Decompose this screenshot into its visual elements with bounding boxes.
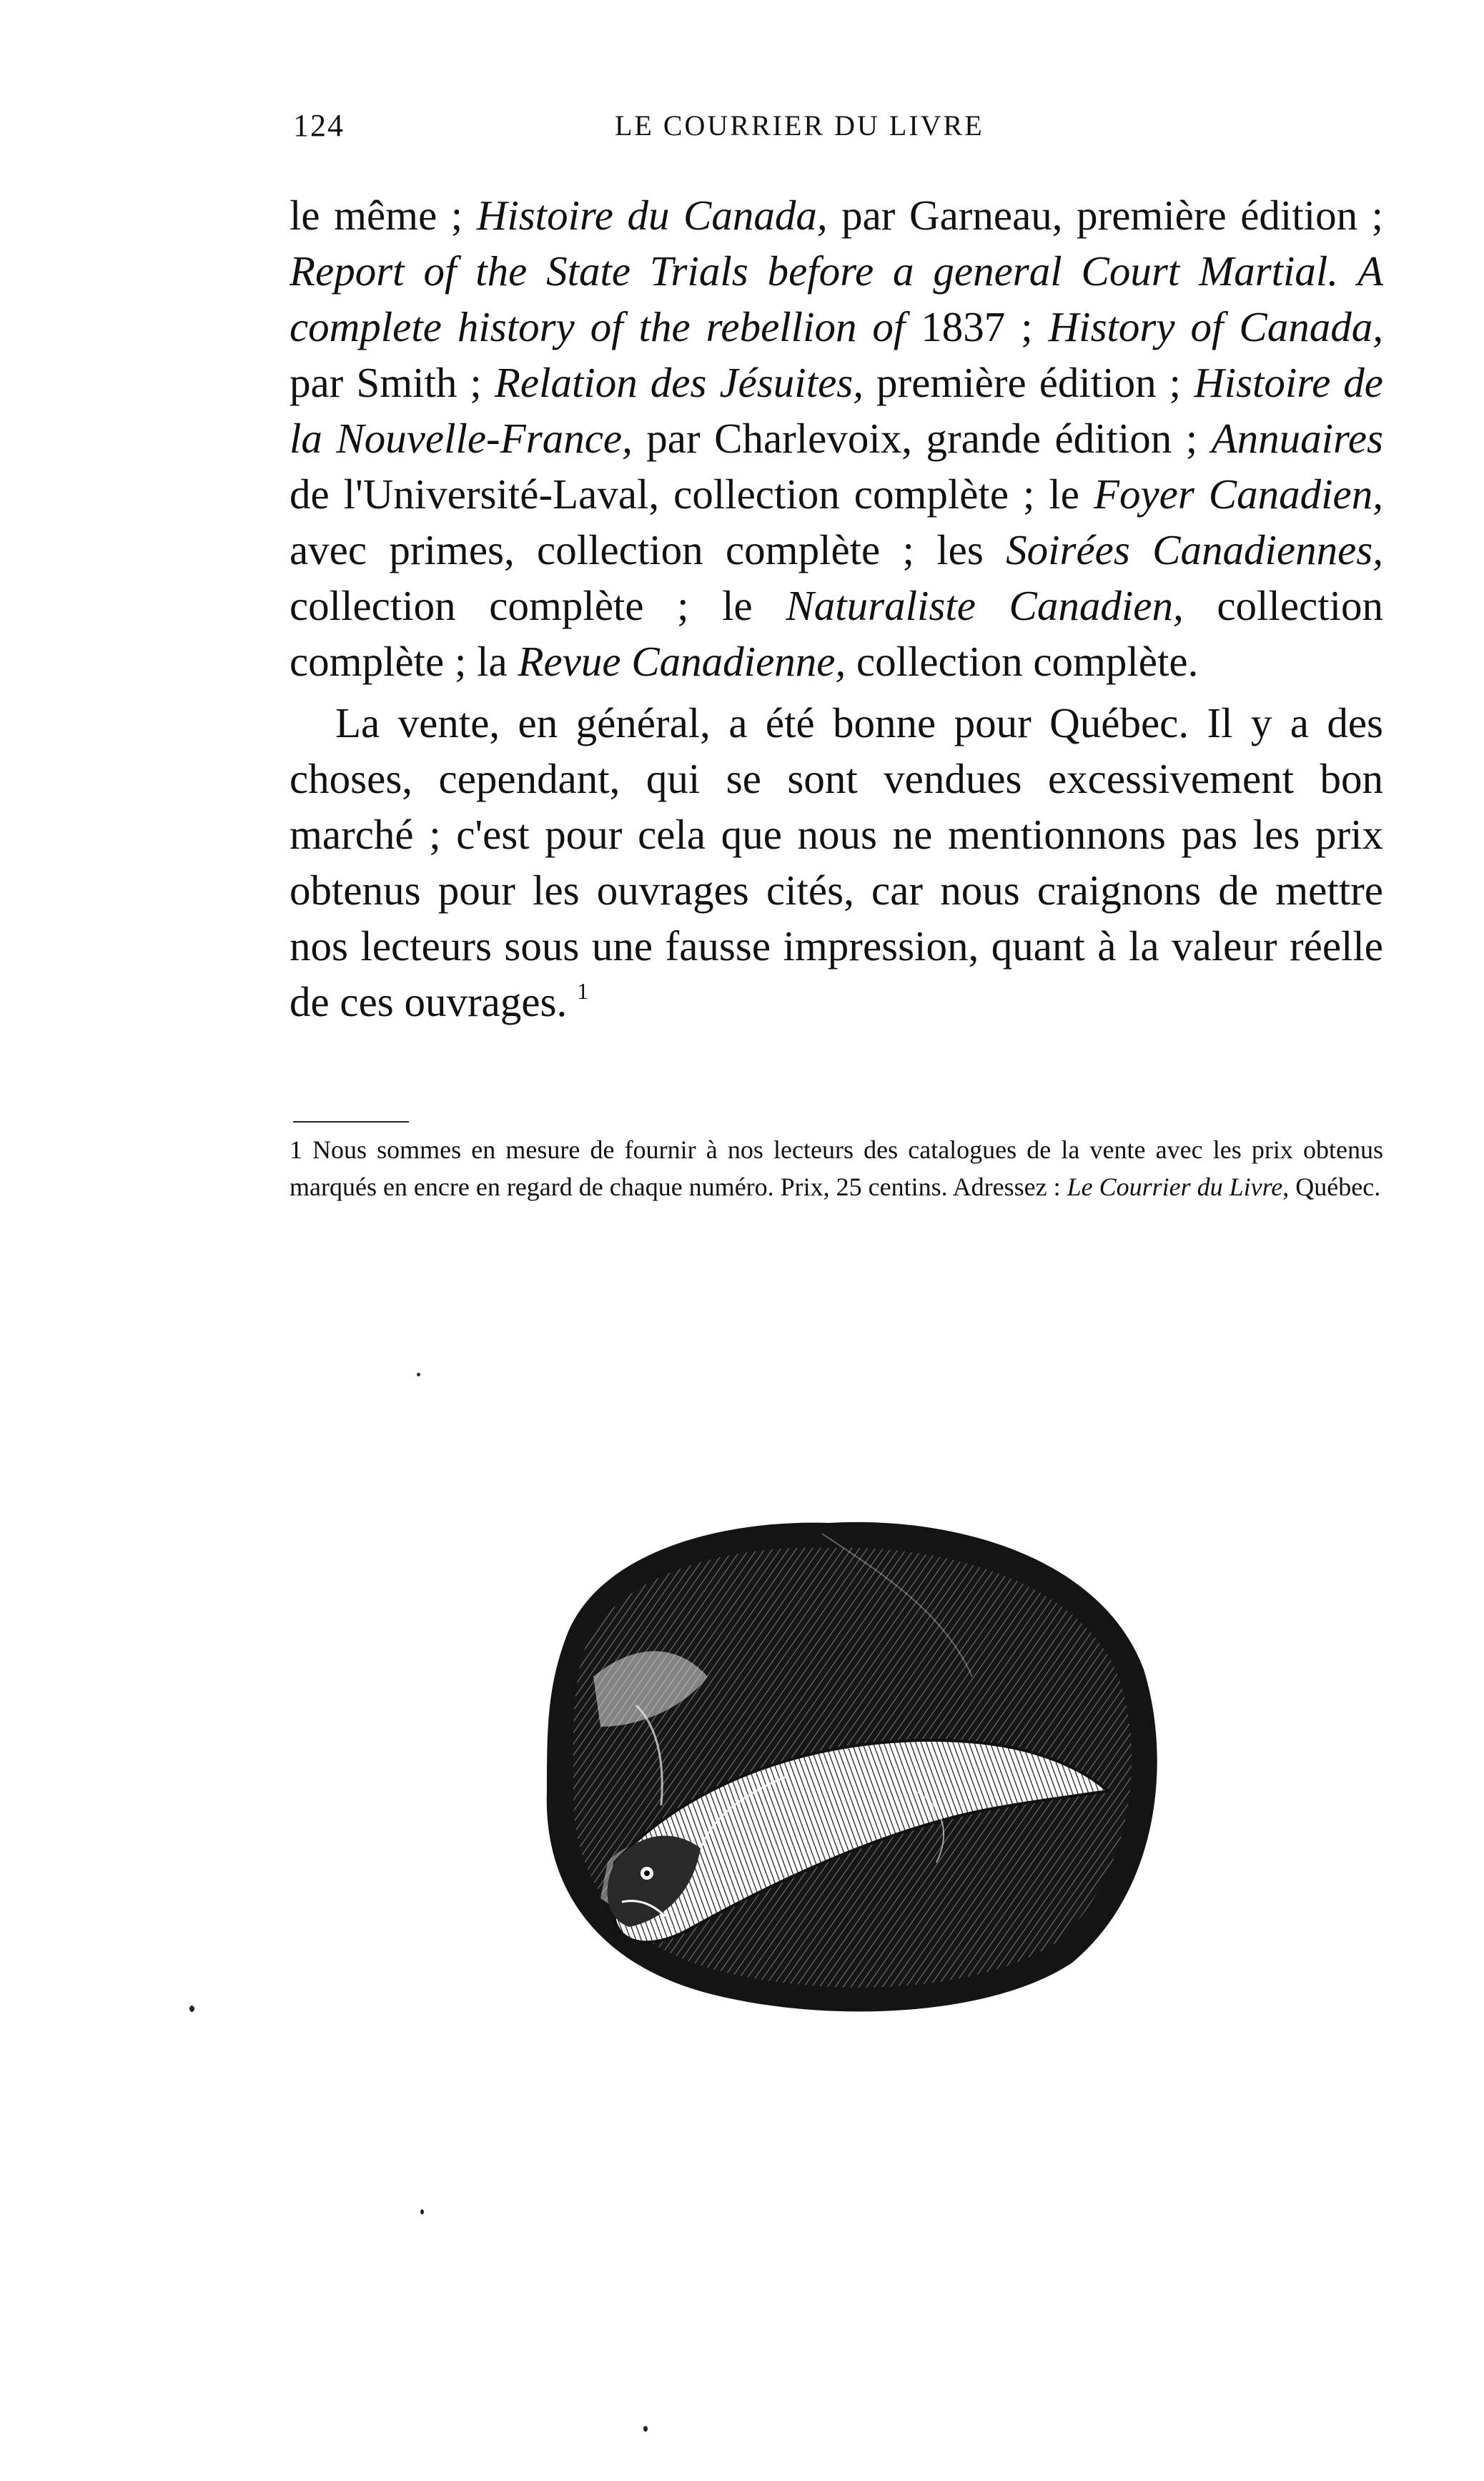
print-speck [417, 1373, 420, 1376]
italic-title: Soirées Canadiennes, [1006, 526, 1383, 573]
main-text [290, 187, 1383, 1030]
text-span: par Smith ; [290, 359, 495, 406]
italic-title: Histoire de la Nouvelle-France, [290, 359, 1383, 462]
italic-title: Histoire du Canada, [476, 192, 828, 239]
italic-title: Report of the State Trials before a general Court Martial. [290, 247, 1339, 295]
footnote-rule [293, 1121, 409, 1123]
italic-title: Naturaliste Canadien, [786, 582, 1184, 629]
print-speck [420, 2209, 424, 2214]
text-span: collection complète ; le [290, 582, 786, 629]
footnote-text: Nous sommes en mesure de fournir à nos lecteurs des catalogues de la vente avec les prix obtenus marqués en encre en regard de chaque numéro. Prix, 25 centins. Adressez : [290, 1135, 1383, 1201]
text-span: de l'Université-Laval, collection complète ; le [290, 470, 1094, 518]
italic-title: Annuaires [1211, 415, 1383, 462]
footnote-number: 1 [290, 1135, 302, 1164]
paragraph-2-text: La vente, en général, a été bonne pour Québec. Il y a des choses, cependant, qui se sont vendues excessivement bon marché ; c'est pour cela que nous ne mentionnons pas les prix obtenus pour les ouvrages cités, car nous craignons de mettre nos lecteurs sous une fausse impression, quant à la valeur réelle de ces ouvrages. [290, 699, 1383, 1025]
paragraph-1 [290, 187, 1383, 689]
text-span: le même ; [290, 192, 477, 239]
footnote-tail: , Québec. [1282, 1173, 1381, 1201]
text-span [1338, 247, 1357, 295]
print-speck [643, 2426, 648, 2432]
text-span: collection complète ; la [290, 582, 1383, 685]
text-span: par Charlevoix, grande édition ; [632, 415, 1212, 462]
paragraph-2 [290, 695, 1383, 1030]
page-number: 124 [293, 108, 345, 143]
text-span: collection complète. [846, 638, 1199, 685]
text-span: avec primes, collection complète ; les [290, 526, 1006, 573]
italic-title: Revue Canadienne, [518, 638, 846, 685]
text-span: première édition ; [864, 359, 1194, 406]
italic-title: Relation des Jésuites, [494, 359, 864, 406]
footnote-reference[interactable]: 1 [577, 978, 589, 1004]
print-speck [189, 2006, 194, 2012]
text-span: 1837 ; [905, 303, 1049, 350]
fish-vignette-illustration [515, 1491, 1172, 2034]
running-title: LE COURRIER DU LIVRE [615, 109, 984, 142]
footnote-italic-title: Le Courrier du Livre [1067, 1173, 1283, 1201]
footnote [290, 1131, 1383, 1205]
italic-title: Foyer Canadien, [1093, 470, 1383, 518]
text-span: par Garneau, première édition ; [827, 192, 1383, 239]
italic-title: A complete history of the rebellion of [290, 247, 1383, 350]
italic-title: History of Canada, [1048, 303, 1383, 350]
